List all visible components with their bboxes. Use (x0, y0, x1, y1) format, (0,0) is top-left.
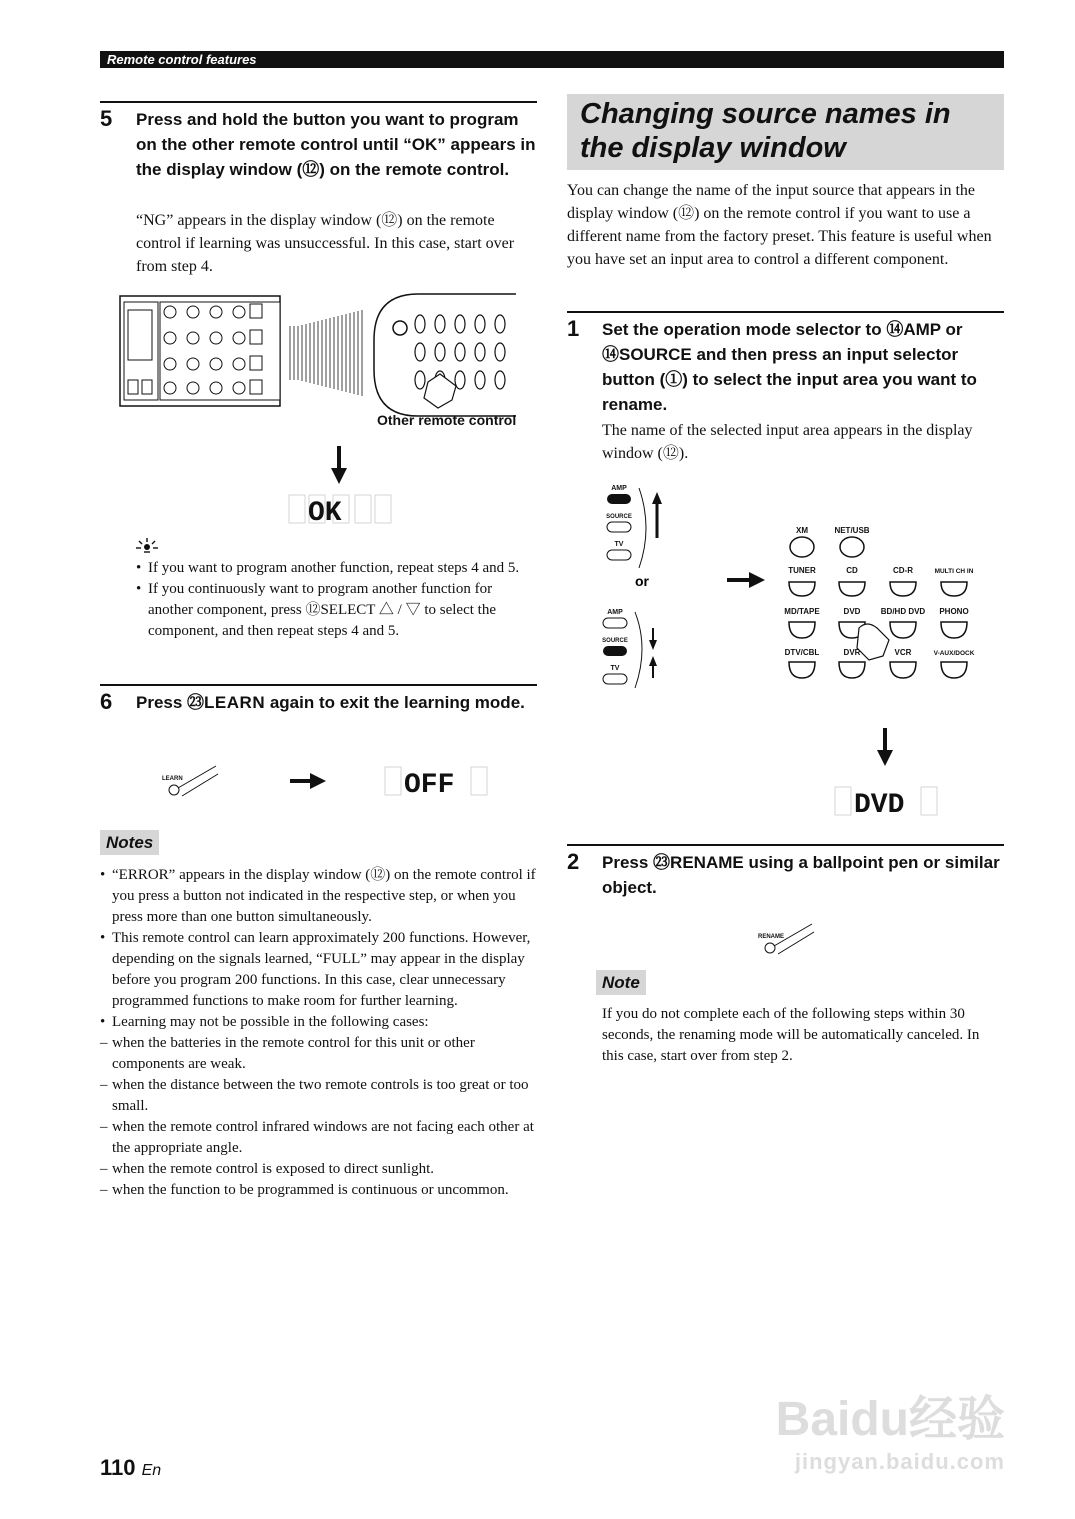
input-btn-label: MULTI CH IN (934, 568, 974, 575)
step1-rule (567, 311, 1004, 313)
ir-beam (290, 310, 362, 396)
other-remote-caption: Other remote control (377, 412, 517, 428)
finger-icon (857, 624, 889, 660)
input-button-multi-ch-in (941, 582, 967, 596)
notes-list (100, 865, 537, 1201)
lcd-text-ok: OK (308, 498, 342, 524)
selector-label-source: SOURCE (606, 514, 632, 520)
note-text: If you do not complete each of the following steps within 30 seconds, the renaming mode will be automatically canceled. In this case, start over from step 2. (602, 1006, 980, 1064)
input-btn-label: VCR (894, 648, 912, 657)
tip-item: • If you want to program another function, repeat steps 4 and 5. (136, 558, 536, 579)
lcd-display-ok (288, 494, 392, 524)
section-intro: You can change the name of the input source that appears in the display window (⑫) on the remote control if you want to use a different name from the factory preset. This feature is useful when you have set an input area to control a different component. (567, 182, 992, 268)
step1-number: 1 (567, 316, 580, 341)
learn-button-pen-illustration (160, 760, 220, 800)
step5-number: 5 (100, 106, 113, 131)
input-button-phono (941, 622, 967, 638)
note-label: Note (596, 970, 646, 995)
rename-button-ref: RENAME (670, 853, 744, 872)
step6-rule (100, 684, 537, 686)
input-btn-label: DVD (843, 607, 861, 616)
watermark (776, 1380, 1005, 1475)
note-subitem: – when the remote control is exposed to direct sunlight. (100, 1159, 537, 1180)
down-arrow-icon (328, 446, 350, 486)
input-btn-label: V-AUX/DOCK (933, 650, 975, 657)
watermark-brand: Baidu经验 (775, 1393, 1005, 1446)
note-item: • This remote control can learn approximately 200 functions. However, depending on the signals learned, “FULL” may appear in the display before you program 200 functions. In this case, clear unnecessary programmed functions to make room for further learning. (100, 928, 537, 1012)
right-arrow-icon (727, 572, 765, 588)
lcd-display-off (384, 766, 488, 796)
operation-mode-selector-top (606, 485, 662, 568)
input-btn-label: DVR (843, 648, 861, 657)
input-button-md-tape (789, 622, 815, 638)
selector-label-amp: AMP (611, 485, 627, 492)
section-header-bar (100, 51, 1004, 68)
this-remote-drawing (120, 296, 280, 406)
learn-button-label: LEARN (162, 776, 183, 782)
page-lang: En (141, 1462, 162, 1479)
input-btn-label: XM (796, 526, 808, 535)
input-btn-label: BD/HD DVD (880, 607, 926, 616)
rename-button-pen-illustration (756, 916, 816, 956)
step6-heading: Press ㉓LEARN again to exit the learning mode. (136, 693, 525, 712)
selector-label-tv: TV (610, 665, 620, 672)
input-button-dvr (839, 662, 865, 678)
input-button-vcr (890, 662, 916, 678)
step1-body: The name of the selected input area appears in the display window (⑫). (602, 422, 973, 462)
input-btn-label: TUNER (788, 566, 816, 575)
input-btn-label: MD/TAPE (784, 607, 820, 616)
selector-label-amp: AMP (607, 609, 623, 616)
selector-label-tv: TV (614, 541, 624, 548)
step1-heading: Set the operation mode selector to ⑭AMP or ⑭SOURCE and then press an input selector button (①) to select the input area you want to rename. (602, 320, 977, 414)
section-header-title: Remote control features (107, 52, 257, 67)
input-button-dtv-cbl (789, 662, 815, 678)
input-button-bd-hd-dvd (890, 622, 916, 638)
tip-icon (136, 538, 158, 554)
input-btn-label: CD-R (893, 566, 913, 575)
input-btn-label: DTV/CBL (784, 648, 820, 657)
source-ref: SOURCE (619, 345, 692, 364)
note-item: • “ERROR” appears in the display window (⑫) on the remote control if you press a button not indicated in the respective step, or when you press more than one button simultaneously. (100, 865, 537, 928)
input-btn-label: NET/USB (834, 526, 870, 535)
amp-ref: AMP (903, 320, 941, 339)
other-remote-drawing (374, 294, 516, 416)
step6-number: 6 (100, 689, 113, 714)
input-button-v-aux-dock (941, 662, 967, 678)
lcd-text-dvd: DVD (854, 790, 905, 816)
step2-number: 2 (567, 849, 580, 874)
input-button-xm (790, 537, 814, 557)
watermark-url: jingyan.baidu.com (794, 1449, 1005, 1474)
operation-mode-selector-bottom (602, 609, 657, 688)
down-arrow-icon (874, 728, 896, 768)
tip-list (136, 558, 536, 642)
input-button-net-usb (840, 537, 864, 557)
selector-label-source: SOURCE (602, 638, 628, 644)
page-number: 110 En (100, 1455, 162, 1480)
step5-rule (100, 101, 537, 103)
step2-heading: Press ㉓RENAME using a ballpoint pen or similar object. (602, 853, 1000, 897)
input-button-cd (839, 582, 865, 596)
step5-heading: Press and hold the button you want to program on the other remote control until “OK” appears in the display window (⑫) on the remote control. (136, 110, 536, 179)
notes-label: Notes (100, 830, 159, 855)
section-title: Changing source names in the display window (580, 98, 951, 164)
input-btn-label: CD (846, 566, 858, 575)
note-subitem: – when the function to be programmed is continuous or uncommon. (100, 1180, 537, 1201)
rename-button-label: RENAME (758, 934, 785, 940)
right-arrow-icon (290, 772, 326, 790)
lcd-display-dvd (834, 786, 938, 816)
input-button-tuner (789, 582, 815, 596)
input-btn-label: PHONO (939, 607, 969, 616)
note-subitem: – when the batteries in the remote control for this unit or other components are weak. (100, 1033, 537, 1075)
input-button-cd-r (890, 582, 916, 596)
step2-rule (567, 844, 1004, 846)
lcd-text-off: OFF (404, 770, 455, 796)
learn-button-ref: LEARN (204, 693, 266, 712)
note-item: • Learning may not be possible in the following cases: – when the batteries in the remote control for this unit or other components are weak. – when the distance between the two remote controls is too great or too small. – when the remote control infrared windows are not facing each other at the appropriate angle. – when the remote control is exposed to direct sunlight. – when the function to be programmed is continuous or uncommon. (100, 1012, 537, 1201)
step5-body: “NG” appears in the display window (⑫) on the remote control if learning was unsuccessful. In this case, start over from step 4. (136, 212, 515, 275)
or-label: or (635, 573, 649, 589)
note-subitem: – when the distance between the two remote controls is too great or too small. (100, 1075, 537, 1117)
tip-item: • If you continuously want to program another function for another component, press ⑫SELECT △ / ▽ to select the component, and then repeat steps 4 and 5. (136, 579, 536, 642)
note-subitem: – when the remote control infrared windows are not facing each other at the appropriate angle. (100, 1117, 537, 1159)
input-selector-illustration (597, 478, 987, 690)
